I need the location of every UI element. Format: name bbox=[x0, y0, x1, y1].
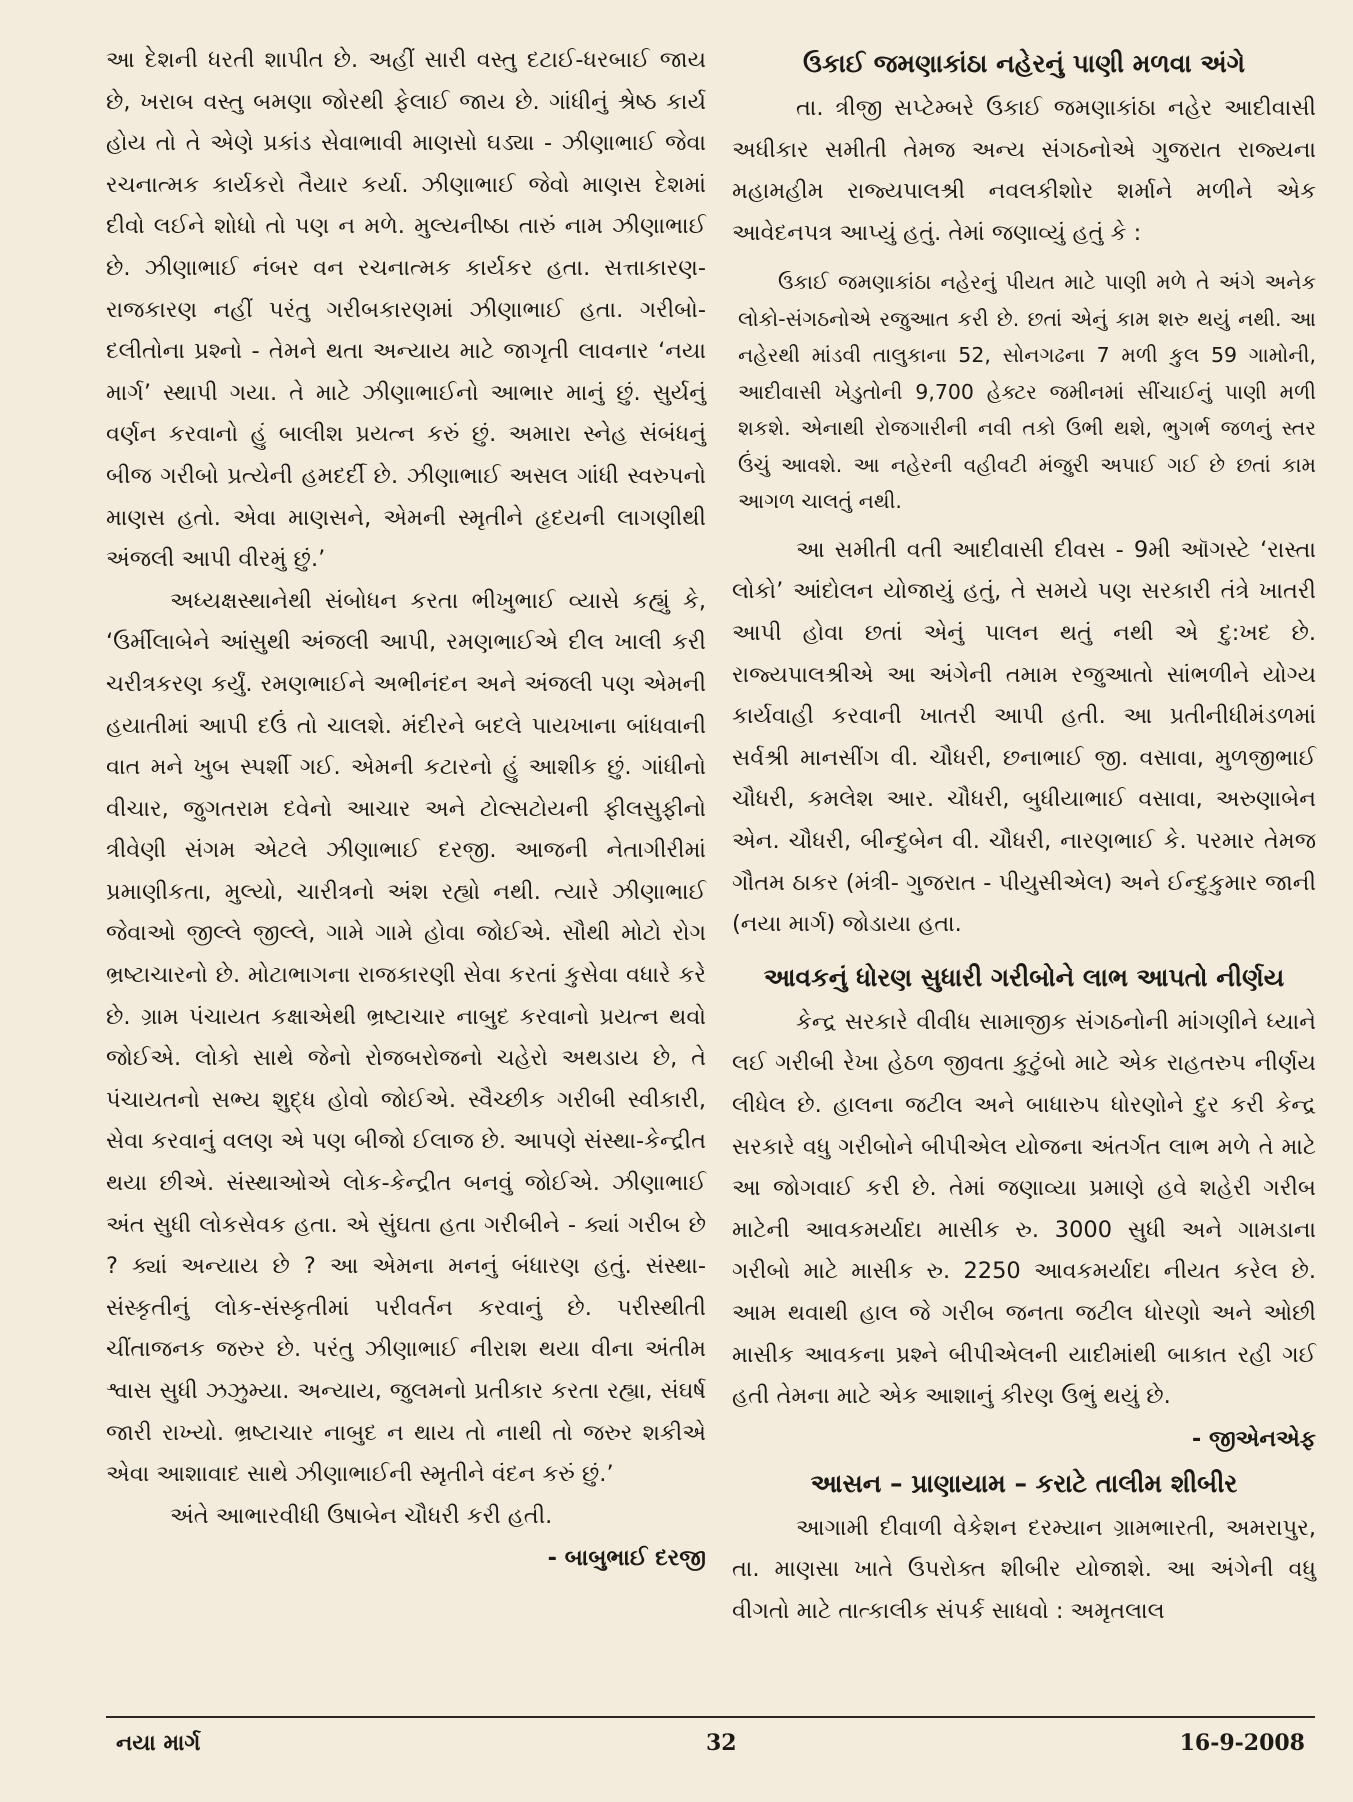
footer-divider bbox=[106, 1716, 1315, 1718]
article-paragraph: આ સમીતી વતી આદીવાસી દીવસ - 9મી ઑગસ્ટે ‘રાસ્તા લોકો’ આંદોલન યોજાયું હતું, તે સમયે પણ સરકારી તંત્રે ખાતરી આપી હોવા છતાં એનું પાલન થતું નથી એ દુ:ખદ છે. રાજ્યપાલશ્રીએ આ અંગેની તમામ રજુઆતો સાંભળીને યોગ્ય કાર્યવાહી કરવાની ખાતરી આપી હતી. આ પ્રતીનીધીમંડળમાં સર્વશ્રી માનસીંગ વી. ચૌધરી, છનાભાઈ જી. વસાવા, મુળજીભાઈ ચૌધરી, કમલેશ આર. ચૌધરી, બુધીયાભાઈ વસાવા, અરુણાબેન એન. ચૌધરી, બીન્દુબેન વી. ચૌધરી, નારણભાઈ કે. પરમાર તેમજ ગૌતમ ઠાકર (મંત્રી- ગુજરાત - પીયુસીએલ) અને ઈન્દુકુમાર જાની (નયા માર્ગ) જોડાયા હતા. bbox=[732, 536, 1316, 938]
page-footer bbox=[106, 1724, 1315, 1768]
section-heading: ઉકાઈ જમણાકાંઠા નહેરનું પાણી મળવા અંગે bbox=[803, 49, 1245, 78]
right-column bbox=[732, 40, 1316, 1633]
article-paragraph: કેન્દ્ર સરકારે વીવીધ સામાજીક સંગઠનોની માંગણીને ધ્યાને લઈ ગરીબી રેખા હેઠળ જીવતા કુટુંબો માટે એક રાહતરુપ નીર્ણય લીધેલ છે. હાલના જટીલ અને બાધારુપ ધોરણોને દુર કરી કેન્દ્ર સરકારે વધુ ગરીબોને બીપીએલ યોજના અંતર્ગત લાભ મળે તે માટે આ જોગવાઈ કરી છે. તેમાં જણાવ્યા પ્રમાણે હવે શહેરી ગરીબ માટેની આવકમર્યાદા માસીક રુ. 3000 સુધી અને ગામડાના ગરીબો માટે માસીક રુ. 2250 આવકમર્યાદા નીયત કરેલ છે. આમ થવાથી હાલ જે ગરીબ જનતા જટીલ ધોરણો અને ઓછી માસીક આવકના પ્રશ્ને બીપીએલની યાદીમાંથી બાકાત રહી ગઈ હતી તેમના માટે એક આશાનું કીરણ ઉભું થયું છે. bbox=[732, 1008, 1316, 1410]
left-column bbox=[106, 40, 706, 1579]
section-heading: આસન – પ્રાણાયામ – કરાટે તાલીમ શીબીર bbox=[810, 1468, 1238, 1498]
publication-name: નયા માર્ગ bbox=[116, 1730, 201, 1756]
article-signature: - જીએનએફ bbox=[1191, 1425, 1316, 1452]
issue-date: 16-9-2008 bbox=[1179, 1730, 1305, 1756]
article-paragraph: અધ્યક્ષસ્થાનેથી સંબોધન કરતા ભીખુભાઈ વ્યાસે કહ્યું કે, ‘ઉર્મીલાબેને આંસુથી અંજલી આપી, રમણભાઈએ દીલ ખાલી કરી ચરીત્રકરણ કર્યું. રમણભાઈને અભીનંદન અને અંજલી પણ એમની હયાતીમાં આપી દઉં તો ચાલશે. મંદીરને બદલે પાયખાના બાંધવાની વાત મને ખુબ સ્પર્શી ગઈ. એમની કટારનો હું આશીક છું. ગાંધીનો વીચાર, જુગતરામ દવેનો આચાર અને ટોલ્સટોયની ફીલસુફીનો ત્રીવેણી સંગમ એટલે ઝીણાભાઈ દરજી. આજની નેતાગીરીમાં પ્રમાણીકતા, મુલ્યો, ચારીત્રનો અંશ રહ્યો નથી. ત્યારે ઝીણાભાઈ જેવાઓ જીલ્લે જીલ્લે, ગામે ગામે હોવા જોઈએ. સૌથી મોટો રોગ ભ્રષ્ટાચારનો છે. મોટાભાગના રાજકારણી સેવા કરતાં કુસેવા વધારે કરે છે. ગ્રામ પંચાયત કક્ષાએથી ભ્રષ્ટાચાર નાબુદ કરવાનો પ્રયત્ન થવો જોઈએ. લોકો સાથે જેનો રોજબરોજનો ચહેરો અથડાય છે, તે પંચાયતનો સભ્ય શુદ્ધ હોવો જોઈએ. સ્વૈચ્છીક ગરીબી સ્વીકારી, સેવા કરવાનું વલણ એ પણ બીજો ઈલાજ છે. આપણે સંસ્થા-કેન્દ્રીત થયા છીએ. સંસ્થાઓએ લોક-કેન્દ્રીત બનવું જોઈએ. ઝીણાભાઈ અંત સુધી લોકસેવક હતા. એ સુંઘતા હતા ગરીબીને - ક્યાં ગરીબ છે ? ક્યાં અન્યાય છે ? આ એમના મનનું બંધારણ હતું. સંસ્થા-સંસ્કૃતીનું લોક-સંસ્કૃતીમાં પરીવર્તન કરવાનું છે. પરીસ્થીતી ચીંતાજનક જરુર છે. પરંતુ ઝીણાભાઈ નીરાશ થયા વીના અંતીમ શ્વાસ સુધી ઝઝુમ્યા. અન્યાય, જુલમનો પ્રતીકાર કરતા રહ્યા, સંઘર્ષ જારી રાખ્યો. ભ્રષ્ટાચાર નાબુદ ન થાય તો નાથી તો જરુર શકીએ એવા આશાવાદ સાથે ઝીણાભાઈની સ્મૃતીને વંદન કરું છું.’ bbox=[106, 587, 706, 1488]
article-paragraph: આગામી દીવાળી વેકેશન દરમ્યાન ગ્રામભારતી, અમરાપુર, તા. માણસા ખાતે ઉપરોક્ત શીબીર યોજાશે. આ અંગેની વધુ વીગતો માટે તાત્કાલીક સંપર્ક સાધવો : અમૃતલાલ bbox=[732, 1514, 1316, 1624]
quoted-memorandum: ઉકાઈ જમણાકાંઠા નહેરનું પીયત માટે પાણી મળે તે અંગે અનેક લોકો-સંગઠનોએ રજુઆત કરી છે. છતાં એનું કામ શરુ થયું નથી. આ નહેરથી માંડવી તાલુકાના 52, સોનગઢના 7 મળી કુલ 59 ગામોની, આદીવાસી ખેડુતોની 9,700 હેક્ટર જમીનમાં સીંચાઈનું પાણી મળી શકશે. એનાથી રોજગારીની નવી તકો ઉભી થશે, ભુગર્ભ જળનું સ્તર ઉંચું આવશે. આ નહેરની વહીવટી મંજુરી અપાઈ ગઈ છે છતાં કામ આગળ ચાલતું નથી. bbox=[738, 270, 1316, 514]
article-signature: - બાબુભાઈ દરજી bbox=[547, 1545, 706, 1572]
page-number: 32 bbox=[706, 1730, 737, 1756]
article-paragraph: અંતે આભારવીધી ઉષાબેન ચૌધરી કરી હતી. bbox=[170, 1502, 553, 1529]
section-heading: આવકનું ધોરણ સુધારી ગરીબોને લાભ આપતો નીર્ણય bbox=[763, 962, 1285, 992]
article-paragraph: તા. ત્રીજી સપ્ટેમ્બરે ઉકાઈ જમણાકાંઠા નહેર આદીવાસી અધીકાર સમીતી તેમજ અન્ય સંગઠનોએ ગુજરાત રાજ્યના મહામહીમ રાજ્યપાલશ્રી નવલકીશોર શર્માને મળીને એક આવેદનપત્ર આપ્યું હતું. તેમાં જણાવ્યું હતું કે : bbox=[732, 95, 1316, 246]
article-paragraph: આ દેશની ધરતી શાપીત છે. અહીં સારી વસ્તુ દટાઈ-ધરબાઈ જાય છે, ખરાબ વસ્તુ બમણા જોરથી ફેલાઈ જાય છે. ગાંધીનું શ્રેષ્ઠ કાર્ય હોય તો તે એણે પ્રકાંડ સેવાભાવી માણસો ઘડ્યા - ઝીણાભાઈ જેવા રચનાત્મક કાર્યકરો તૈયાર કર્યા. ઝીણાભાઈ જેવો માણસ દેશમાં દીવો લઈને શોધો તો પણ ન મળે. મુલ્યનીષ્ઠા તારું નામ ઝીણાભાઈ છે. ઝીણાભાઈ નંબર વન રચનાત્મક કાર્યકર હતા. સત્તાકારણ-રાજકારણ નહીં પરંતુ ગરીબકારણમાં ઝીણાભાઈ હતા. ગરીબો-દલીતોના પ્રશ્નો - તેમને થતા અન્યાય માટે જાગૃતી લાવનાર ‘નયા માર્ગ’ સ્થાપી ગયા. તે માટે ઝીણાભાઈનો આભાર માનું છું. સુર્યનું વર્ણન કરવાનો હું બાલીશ પ્રયત્ન કરું છું. અમારા સ્નેહ સંબંધનું બીજ ગરીબો પ્રત્યેની હમદર્દી છે. ઝીણાભાઈ અસલ ગાંધી સ્વરુપનો માણસ હતો. એવા માણસને, એમની સ્મૃતીને હૃદયની લાગણીથી અંજલી આપી વીરમું છું.’ bbox=[106, 47, 706, 573]
